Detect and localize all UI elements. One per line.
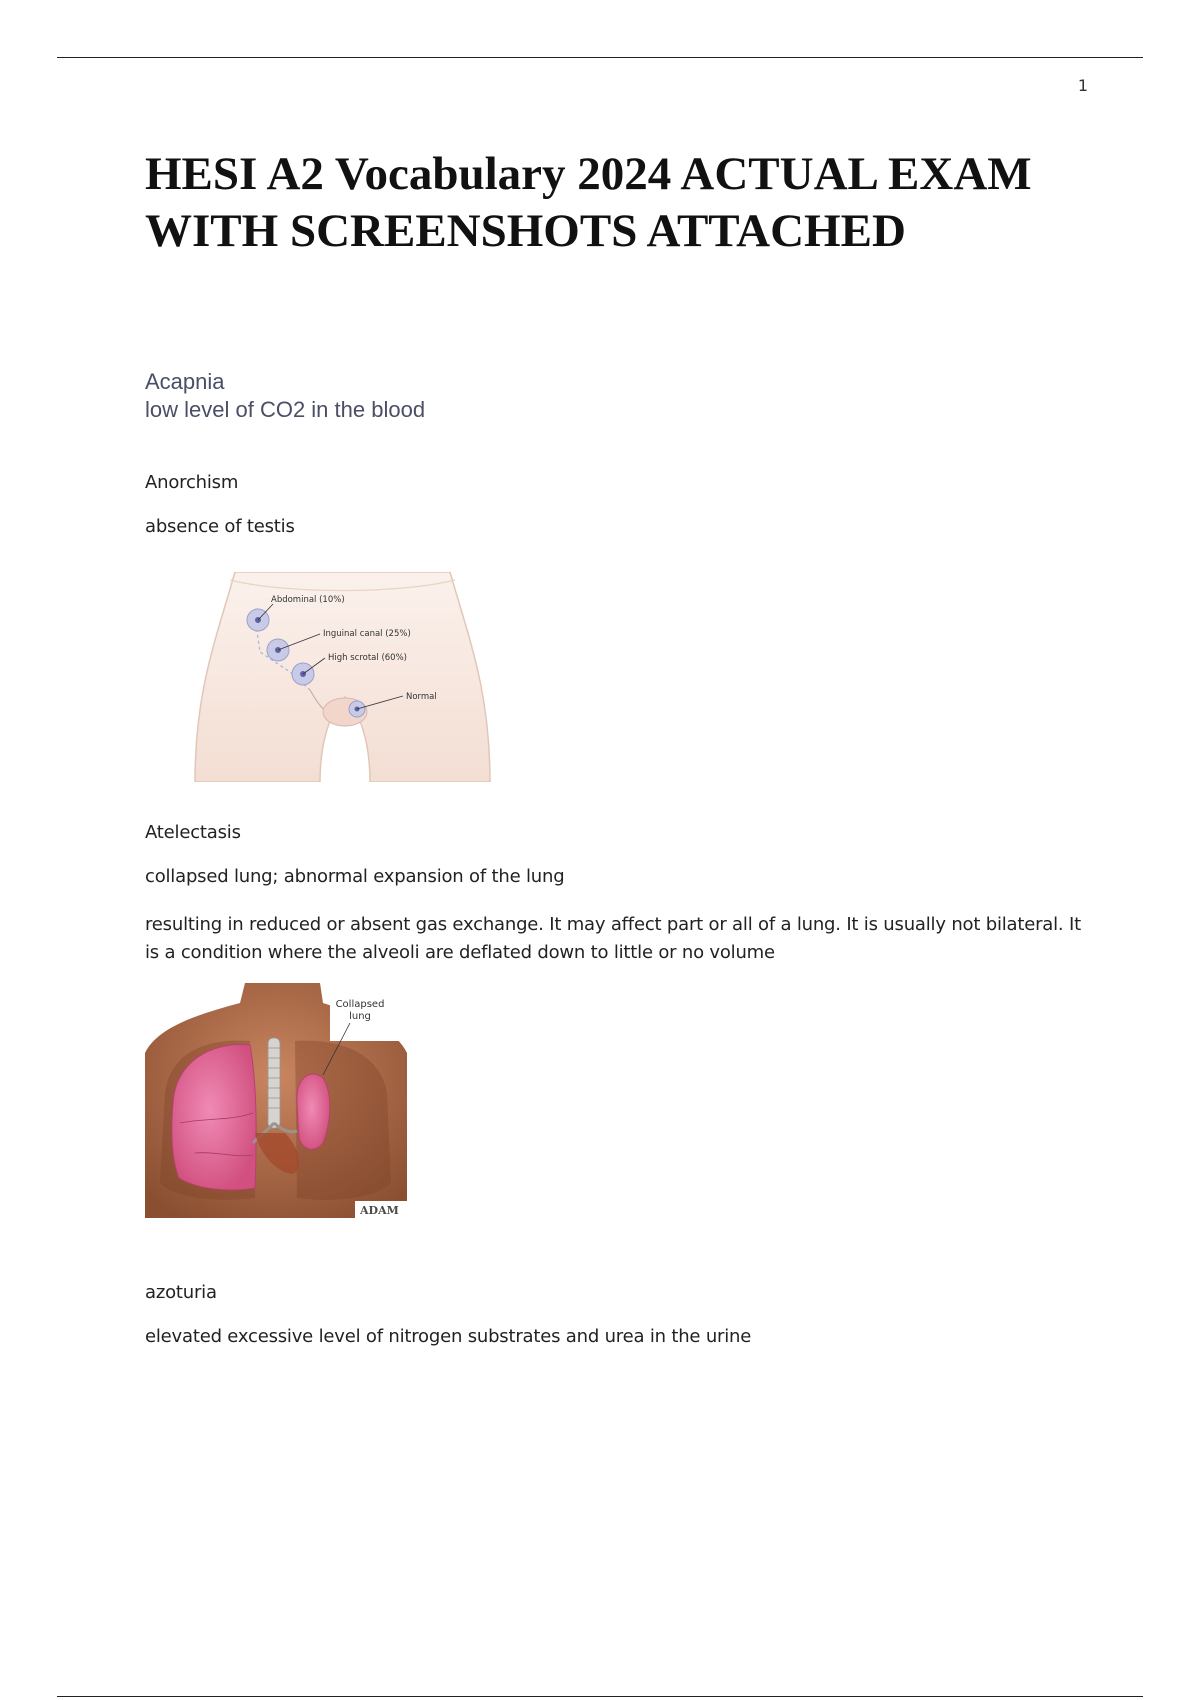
title-line-1: HESI A2 Vocabulary 2024 ACTUAL EXAM xyxy=(145,148,1032,200)
label-lung: lung xyxy=(349,1011,371,1022)
entry-acapnia xyxy=(145,368,425,424)
header-rule xyxy=(57,57,1143,58)
title-line-2: WITH SCREENSHOTS ATTACHED xyxy=(145,205,906,257)
term-atelectasis: Atelectasis xyxy=(145,822,241,843)
adam-watermark: ADAM xyxy=(360,1204,399,1217)
definition-azoturia: elevated excessive level of nitrogen substrates and urea in the urine xyxy=(145,1326,752,1347)
definition-anorchism: absence of testis xyxy=(145,516,295,537)
definition-acapnia: low level of CO2 in the blood xyxy=(145,397,426,422)
detail-atelectasis xyxy=(145,911,1090,967)
term-anorchism: Anorchism xyxy=(145,472,239,493)
detail-line-1: resulting in reduced or absent gas exchange. It may affect part or all of a lung. It is usually not bilateral. It xyxy=(145,914,1081,935)
term-acapnia: Acapnia xyxy=(145,369,225,394)
collapsed-lung-figure xyxy=(145,983,407,1218)
footer-rule xyxy=(57,1696,1143,1697)
term-azoturia: azoturia xyxy=(145,1282,217,1303)
label-collapsed: Collapsed xyxy=(335,999,385,1010)
undescended-testis-figure xyxy=(145,572,530,782)
document-title xyxy=(145,146,1105,260)
detail-line-2: is a condition where the alveoli are deflated down to little or no volume xyxy=(145,942,775,963)
label-abdominal: Abdominal (10%) xyxy=(271,595,345,605)
label-high-scrotal: High scrotal (60%) xyxy=(328,653,407,663)
label-inguinal-canal: Inguinal canal (25%) xyxy=(323,629,411,639)
definition-atelectasis: collapsed lung; abnormal expansion of the lung xyxy=(145,866,565,887)
page-number: 1 xyxy=(1077,76,1088,95)
label-normal: Normal xyxy=(406,692,437,702)
